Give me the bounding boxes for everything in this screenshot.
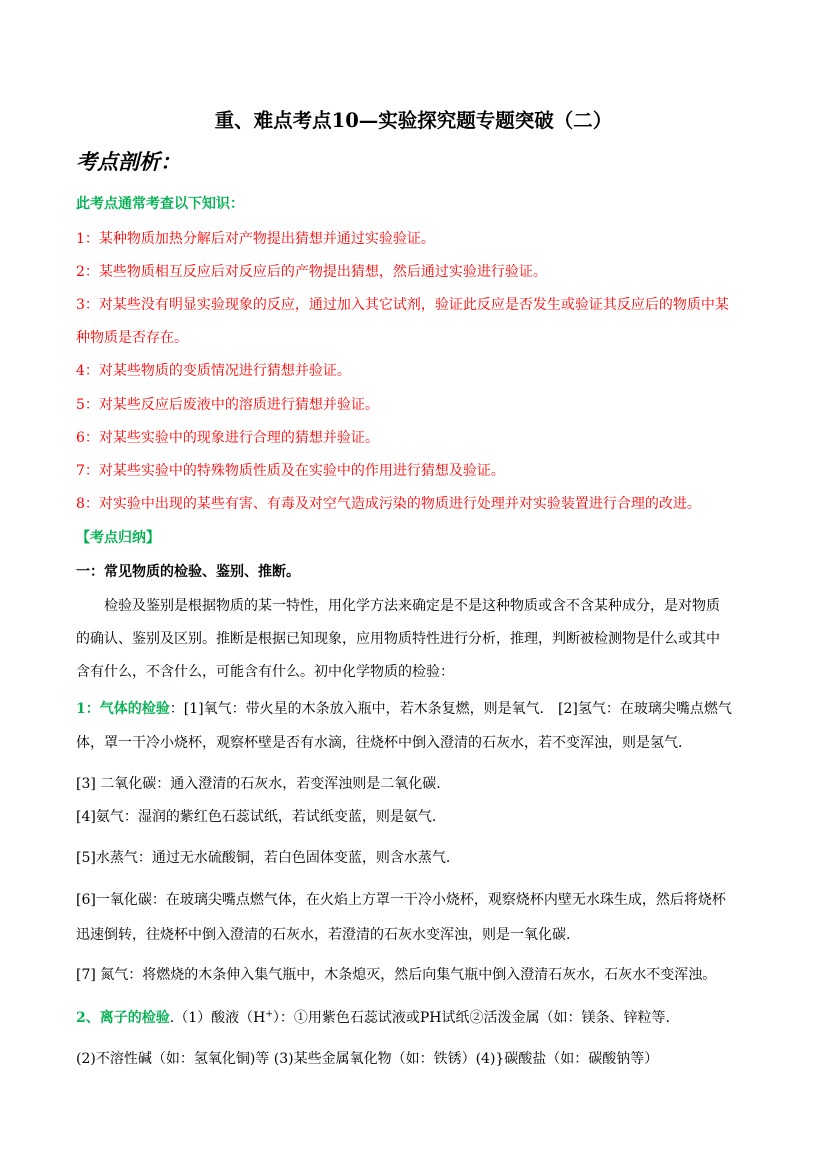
paragraph-line-2: 的确认、鉴别及区别。推断是根据已知现象，应用物质特性进行分析，推理，判断被检测物是什么或其中 bbox=[76, 631, 720, 647]
paragraph-line-3: 含有什么，不含什么，可能含有什么。初中化学物质的检验： bbox=[76, 664, 454, 680]
gas-detection-label: 1：气体的检验 bbox=[76, 701, 170, 717]
paragraph-line-1: 检验及鉴别是根据物质的某一特性，用化学方法来确定是不是这种物质或含不含某种成分，是对物质 bbox=[104, 598, 720, 614]
gas-detection-line-1 bbox=[76, 700, 766, 718]
knowledge-point-8: 8：对实验中出现的某些有害、有毒及对空气造成污染的物质进行处理并对实验装置进行合理的改进。 bbox=[76, 496, 701, 512]
section-heading: 考点剖析： bbox=[76, 149, 181, 174]
ion-detection-label: 2、离子的检验 bbox=[76, 1010, 170, 1026]
knowledge-point-3-cont: 种物质是否存在。 bbox=[76, 330, 188, 346]
gas-detection-text-1: ：[1]氧气：带火星的木条放入瓶中，若木条复燃，则是氧气. [2]氢气：在玻璃尖嘴点燃气 bbox=[169, 701, 732, 717]
page-title: 重、难点考点10—实验探究题专题突破（二） bbox=[214, 109, 613, 132]
knowledge-point-6: 6：对某些实验中的现象进行合理的猜想并验证。 bbox=[76, 430, 379, 446]
ion-detection-text-1b: ）：①用紫色石蕊试液或PH试纸②活泼金属（如：镁条、锌粒等. bbox=[272, 1010, 670, 1026]
knowledge-point-2: 2：某些物质相互反应后对反应后的产物提出猜想，然后通过实验进行验证。 bbox=[76, 264, 547, 280]
knowledge-point-7: 7：对某些实验中的特殊物质性质及在实验中的作用进行猜想及验证。 bbox=[76, 463, 505, 479]
gas-detection-line-2: 体，罩一干冷小烧杯，观察杯壁是否有水滴，往烧杯中倒入澄清的石灰水，若不变浑浊，则是氢气. bbox=[76, 735, 683, 751]
knowledge-point-4: 4：对某些物质的变质情况进行猜想并验证。 bbox=[76, 363, 351, 379]
subheading-inspection: 一：常见物质的检验、鉴别、推断。 bbox=[76, 564, 300, 580]
gas-detection-line-4: [4]氨气：湿润的紫红色石蕊试纸，若试纸变蓝，则是氨气. bbox=[76, 809, 437, 825]
knowledge-point-5: 5：对某些反应后废液中的溶质进行猜想并验证。 bbox=[76, 397, 379, 413]
ion-charge: + bbox=[265, 1009, 273, 1020]
gas-detection-line-6: [6]一氧化碳：在玻璃尖嘴点燃气体，在火焰上方罩一干冷小烧杯，观察烧杯内壁无水珠生成，然后将烧杯 bbox=[76, 892, 726, 908]
gas-detection-line-7: 迅速倒转，往烧杯中倒入澄清的石灰水，若澄清的石灰水变浑浊，则是一氧化碳. bbox=[76, 927, 571, 943]
ion-detection-text-1a: .（1）酸液（H bbox=[169, 1010, 266, 1026]
knowledge-point-3: 3：对某些没有明显实验现象的反应，通过加入其它试剂，验证此反应是否发生或验证其反应后的物质中某 bbox=[76, 297, 729, 313]
ion-detection-line-1 bbox=[76, 1009, 766, 1027]
knowledge-point-1: 1：某种物质加热分解后对产物提出猜想并通过实验验证。 bbox=[76, 231, 435, 247]
intro-text: 此考点通常考查以下知识： bbox=[76, 196, 244, 212]
gas-detection-line-5: [5]水蒸气：通过无水硫酸铜，若白色固体变蓝，则含水蒸气. bbox=[76, 850, 451, 866]
gas-detection-line-8: [7] 氮气：将燃烧的木条伸入集气瓶中，木条熄灭，然后向集气瓶中倒入澄清石灰水，石灰水不变浑浊。 bbox=[76, 967, 717, 983]
summary-heading: 【考点归纳】 bbox=[76, 530, 160, 546]
ion-detection-line-2: (2)不溶性碱（如：氢氧化铜)等 (3)某些金属氧化物（如：铁锈）(4)}碳酸盐（如：碳酸钠等） bbox=[76, 1051, 659, 1067]
gas-detection-line-3: [3] 二氧化碳：通入澄清的石灰水，若变浑浊则是二氧化碳. bbox=[76, 776, 441, 792]
